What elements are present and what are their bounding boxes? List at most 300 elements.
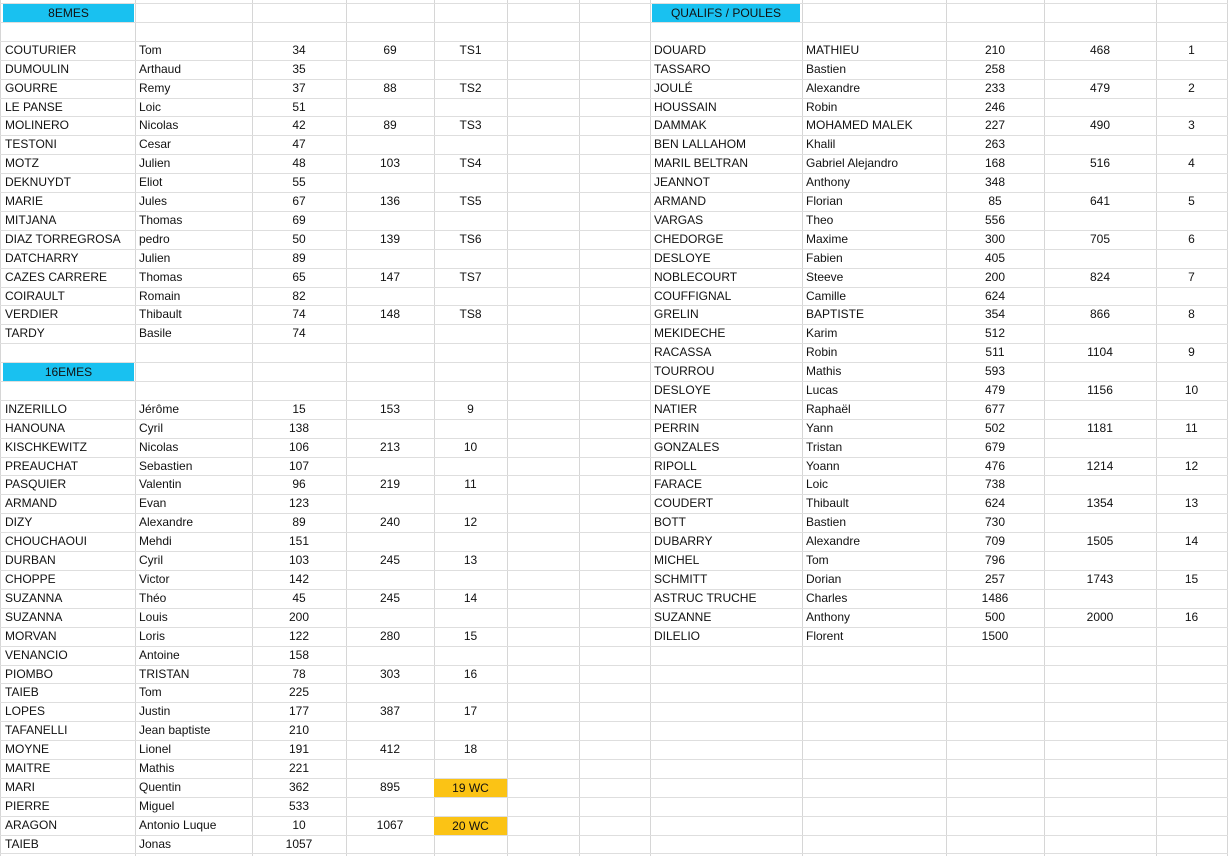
ranking-cell[interactable]: 45 xyxy=(292,591,306,605)
seed-cell[interactable] xyxy=(434,135,507,154)
seed-sum-cell[interactable]: 2000 xyxy=(1086,610,1114,624)
seed-sum-cell[interactable] xyxy=(1044,438,1156,457)
seed-cell[interactable]: 6 xyxy=(1188,232,1195,246)
last-name-cell[interactable]: TESTONI xyxy=(5,137,57,151)
last-name-cell[interactable]: COIRAULT xyxy=(5,289,65,303)
seed-sum-cell[interactable] xyxy=(346,287,434,306)
ranking-cell[interactable]: 96 xyxy=(292,477,306,491)
last-name-cell[interactable]: DAMMAK xyxy=(654,118,707,132)
seed-sum-cell[interactable]: 148 xyxy=(379,307,401,321)
ranking-cell[interactable]: 225 xyxy=(288,685,310,699)
ranking-cell[interactable]: 138 xyxy=(288,421,310,435)
last-name-cell[interactable]: VERDIER xyxy=(5,307,59,321)
first-name-cell[interactable]: Basile xyxy=(139,326,172,340)
seed-sum-cell[interactable] xyxy=(1044,249,1156,268)
first-name-cell[interactable]: Tom xyxy=(806,553,829,567)
seed-cell[interactable]: 14 xyxy=(463,591,478,605)
ranking-cell[interactable]: 624 xyxy=(984,289,1006,303)
first-name-cell[interactable]: Lionel xyxy=(139,742,172,756)
seed-cell[interactable] xyxy=(434,721,507,740)
seed-sum-cell[interactable] xyxy=(346,608,434,627)
last-name-cell[interactable]: MOTZ xyxy=(5,156,39,170)
seed-sum-cell[interactable] xyxy=(1044,589,1156,608)
last-name-cell[interactable]: SUZANNA xyxy=(5,610,63,624)
ranking-cell[interactable]: 48 xyxy=(292,156,306,170)
last-name-cell[interactable]: DILELIO xyxy=(654,629,701,643)
ranking-cell[interactable]: 593 xyxy=(984,364,1006,378)
first-name-cell[interactable]: Karim xyxy=(806,326,838,340)
last-name-cell[interactable]: RACASSA xyxy=(654,345,712,359)
first-name-cell[interactable]: Mathis xyxy=(806,364,842,378)
first-name-cell[interactable]: Camille xyxy=(806,289,847,303)
first-name-cell[interactable]: Jules xyxy=(139,194,168,208)
last-name-cell[interactable]: VARGAS xyxy=(654,213,704,227)
seed-cell[interactable]: 18 xyxy=(463,742,478,756)
ranking-cell[interactable]: 122 xyxy=(288,629,310,643)
section-header[interactable]: 8EMES xyxy=(3,4,134,22)
seed-sum-cell[interactable] xyxy=(1044,287,1156,306)
first-name-cell[interactable]: Alexandre xyxy=(806,81,861,95)
seed-cell[interactable] xyxy=(434,835,507,854)
first-name-cell[interactable]: Tom xyxy=(139,685,162,699)
last-name-cell[interactable]: MEKIDECHE xyxy=(654,326,726,340)
ranking-cell[interactable]: 107 xyxy=(288,459,310,473)
last-name-cell[interactable]: HOUSSAIN xyxy=(654,100,717,114)
seed-cell[interactable]: 13 xyxy=(1184,496,1199,510)
ranking-cell[interactable]: 730 xyxy=(984,515,1006,529)
seed-sum-cell[interactable]: 240 xyxy=(379,515,401,529)
last-name-cell[interactable]: BEN LALLAHOM xyxy=(654,137,747,151)
first-name-cell[interactable]: MATHIEU xyxy=(806,43,860,57)
seed-sum-cell[interactable]: 1743 xyxy=(1086,572,1114,586)
wildcard-seed-cell[interactable]: 19 WC xyxy=(434,779,507,797)
seed-cell[interactable]: TS1 xyxy=(459,43,482,57)
seed-cell[interactable] xyxy=(1156,438,1227,457)
first-name-cell[interactable]: Eliot xyxy=(139,175,163,189)
seed-cell[interactable] xyxy=(434,457,507,476)
first-name-cell[interactable]: Theo xyxy=(806,213,834,227)
seed-cell[interactable]: 9 xyxy=(1188,345,1195,359)
first-name-cell[interactable]: Anthony xyxy=(806,175,851,189)
first-name-cell[interactable]: Lucas xyxy=(806,383,839,397)
seed-sum-cell[interactable]: 1067 xyxy=(376,818,404,832)
ranking-cell[interactable]: 78 xyxy=(292,667,306,681)
ranking-cell[interactable]: 1500 xyxy=(981,629,1009,643)
last-name-cell[interactable]: MORVAN xyxy=(5,629,57,643)
seed-sum-cell[interactable]: 213 xyxy=(379,440,401,454)
seed-cell[interactable] xyxy=(434,324,507,343)
seed-cell[interactable] xyxy=(434,759,507,778)
last-name-cell[interactable]: TARDY xyxy=(5,326,45,340)
ranking-cell[interactable]: 300 xyxy=(984,232,1006,246)
seed-cell[interactable] xyxy=(1156,589,1227,608)
ranking-cell[interactable]: 142 xyxy=(288,572,310,586)
ranking-cell[interactable]: 123 xyxy=(288,496,310,510)
seed-sum-cell[interactable] xyxy=(346,797,434,816)
seed-sum-cell[interactable] xyxy=(346,60,434,79)
seed-sum-cell[interactable] xyxy=(1044,173,1156,192)
seed-cell[interactable]: 1 xyxy=(1188,43,1195,57)
last-name-cell[interactable]: PREAUCHAT xyxy=(5,459,79,473)
seed-sum-cell[interactable]: 516 xyxy=(1089,156,1111,170)
seed-cell[interactable] xyxy=(1156,475,1227,494)
seed-sum-cell[interactable] xyxy=(1044,513,1156,532)
ranking-cell[interactable]: 200 xyxy=(288,610,310,624)
last-name-cell[interactable]: SCHMITT xyxy=(654,572,708,586)
seed-sum-cell[interactable]: 88 xyxy=(383,81,397,95)
seed-cell[interactable]: TS2 xyxy=(459,81,482,95)
first-name-cell[interactable]: Valentin xyxy=(139,477,182,491)
ranking-cell[interactable]: 51 xyxy=(292,100,306,114)
ranking-cell[interactable]: 50 xyxy=(292,232,306,246)
last-name-cell[interactable]: TAIEB xyxy=(5,837,39,851)
seed-sum-cell[interactable]: 303 xyxy=(379,667,401,681)
first-name-cell[interactable]: Robin xyxy=(806,345,838,359)
first-name-cell[interactable]: Thomas xyxy=(139,213,183,227)
last-name-cell[interactable]: VENANCIO xyxy=(5,648,68,662)
first-name-cell[interactable]: Loic xyxy=(806,477,829,491)
seed-cell[interactable] xyxy=(1156,135,1227,154)
last-name-cell[interactable]: GOURRE xyxy=(5,81,58,95)
last-name-cell[interactable]: DUMOULIN xyxy=(5,62,70,76)
first-name-cell[interactable]: Charles xyxy=(806,591,848,605)
seed-cell[interactable]: 2 xyxy=(1188,81,1195,95)
ranking-cell[interactable]: 67 xyxy=(292,194,306,208)
ranking-cell[interactable]: 55 xyxy=(292,175,306,189)
last-name-cell[interactable]: ASTRUC TRUCHE xyxy=(654,591,757,605)
last-name-cell[interactable]: TASSARO xyxy=(654,62,711,76)
first-name-cell[interactable]: TRISTAN xyxy=(139,667,190,681)
last-name-cell[interactable]: PIERRE xyxy=(5,799,50,813)
seed-sum-cell[interactable] xyxy=(1044,627,1156,646)
seed-cell[interactable]: 4 xyxy=(1188,156,1195,170)
seed-cell[interactable] xyxy=(1156,211,1227,230)
seed-sum-cell[interactable] xyxy=(346,532,434,551)
seed-sum-cell[interactable]: 1156 xyxy=(1087,383,1113,397)
first-name-cell[interactable]: Loic xyxy=(139,100,162,114)
last-name-cell[interactable]: MOLINERO xyxy=(5,118,70,132)
ranking-cell[interactable]: 405 xyxy=(984,251,1006,265)
seed-sum-cell[interactable] xyxy=(346,457,434,476)
seed-cell[interactable] xyxy=(1156,173,1227,192)
last-name-cell[interactable]: DIZY xyxy=(5,515,33,529)
last-name-cell[interactable]: CAZES CARRERE xyxy=(5,270,108,284)
first-name-cell[interactable]: Anthony xyxy=(806,610,851,624)
seed-cell[interactable]: 17 xyxy=(463,704,478,718)
ranking-cell[interactable]: 10 xyxy=(292,818,306,832)
last-name-cell[interactable]: TOURROU xyxy=(654,364,715,378)
first-name-cell[interactable]: Evan xyxy=(139,496,167,510)
first-name-cell[interactable]: Raphaël xyxy=(806,402,851,416)
ranking-cell[interactable]: 257 xyxy=(984,572,1006,586)
seed-sum-cell[interactable] xyxy=(346,646,434,665)
ranking-cell[interactable]: 1057 xyxy=(285,837,313,851)
last-name-cell[interactable]: DATCHARRY xyxy=(5,251,79,265)
seed-cell[interactable] xyxy=(434,646,507,665)
last-name-cell[interactable]: DIAZ TORREGROSA xyxy=(5,232,121,246)
last-name-cell[interactable]: NATIER xyxy=(654,402,698,416)
ranking-cell[interactable]: 354 xyxy=(984,307,1006,321)
seed-sum-cell[interactable]: 1354 xyxy=(1086,496,1114,510)
seed-cell[interactable]: 7 xyxy=(1188,270,1195,284)
first-name-cell[interactable]: Cyril xyxy=(139,421,163,435)
ranking-cell[interactable]: 191 xyxy=(288,742,310,756)
seed-cell[interactable]: 3 xyxy=(1188,118,1195,132)
first-name-cell[interactable]: Maxime xyxy=(806,232,849,246)
first-name-cell[interactable]: Nicolas xyxy=(139,118,179,132)
seed-sum-cell[interactable]: 705 xyxy=(1089,232,1111,246)
seed-sum-cell[interactable] xyxy=(346,494,434,513)
last-name-cell[interactable]: INZERILLO xyxy=(5,402,68,416)
seed-cell[interactable] xyxy=(1156,98,1227,117)
last-name-cell[interactable]: PASQUIER xyxy=(5,477,67,491)
seed-cell[interactable] xyxy=(434,287,507,306)
last-name-cell[interactable]: GONZALES xyxy=(654,440,720,454)
last-name-cell[interactable]: MAITRE xyxy=(5,761,51,775)
seed-cell[interactable]: 16 xyxy=(463,667,478,681)
last-name-cell[interactable]: SUZANNE xyxy=(654,610,712,624)
last-name-cell[interactable]: HANOUNA xyxy=(5,421,66,435)
ranking-cell[interactable]: 74 xyxy=(292,307,306,321)
last-name-cell[interactable]: ARMAND xyxy=(654,194,707,208)
ranking-cell[interactable]: 210 xyxy=(288,723,310,737)
first-name-cell[interactable]: Mehdi xyxy=(139,534,172,548)
first-name-cell[interactable]: Romain xyxy=(139,289,181,303)
seed-sum-cell[interactable]: 153 xyxy=(379,402,401,416)
last-name-cell[interactable]: LE PANSE xyxy=(5,100,63,114)
seed-cell[interactable]: TS8 xyxy=(459,307,482,321)
seed-cell[interactable] xyxy=(434,249,507,268)
first-name-cell[interactable]: Khalil xyxy=(806,137,836,151)
seed-sum-cell[interactable] xyxy=(346,211,434,230)
last-name-cell[interactable]: MARI xyxy=(5,780,35,794)
seed-sum-cell[interactable] xyxy=(346,570,434,589)
seed-cell[interactable]: 13 xyxy=(463,553,478,567)
ranking-cell[interactable]: 37 xyxy=(292,81,306,95)
seed-cell[interactable] xyxy=(1156,627,1227,646)
last-name-cell[interactable]: COUDERT xyxy=(654,496,714,510)
first-name-cell[interactable]: Victor xyxy=(139,572,170,586)
first-name-cell[interactable]: Florian xyxy=(806,194,843,208)
last-name-cell[interactable]: PIOMBO xyxy=(5,667,54,681)
ranking-cell[interactable]: 479 xyxy=(984,383,1006,397)
first-name-cell[interactable]: Thomas xyxy=(139,270,183,284)
first-name-cell[interactable]: Antonio Luque xyxy=(139,818,217,832)
seed-sum-cell[interactable]: 641 xyxy=(1089,194,1111,208)
seed-cell[interactable]: 10 xyxy=(463,440,478,454)
ranking-cell[interactable]: 512 xyxy=(984,326,1006,340)
last-name-cell[interactable]: LOPES xyxy=(5,704,46,718)
last-name-cell[interactable]: DESLOYE xyxy=(654,383,711,397)
seed-cell[interactable]: TS7 xyxy=(459,270,482,284)
ranking-cell[interactable]: 709 xyxy=(984,534,1006,548)
section-header[interactable]: QUALIFS / POULES xyxy=(652,4,800,22)
seed-cell[interactable]: 5 xyxy=(1188,194,1195,208)
ranking-cell[interactable]: 263 xyxy=(984,137,1006,151)
ranking-cell[interactable]: 82 xyxy=(292,289,306,303)
ranking-cell[interactable]: 227 xyxy=(984,118,1006,132)
seed-sum-cell[interactable] xyxy=(346,173,434,192)
seed-cell[interactable]: 11 xyxy=(1185,421,1198,435)
first-name-cell[interactable]: Alexandre xyxy=(139,515,194,529)
ranking-cell[interactable]: 556 xyxy=(984,213,1006,227)
last-name-cell[interactable]: MICHEL xyxy=(654,553,700,567)
seed-sum-cell[interactable]: 387 xyxy=(379,704,401,718)
first-name-cell[interactable]: Antoine xyxy=(139,648,180,662)
seed-cell[interactable] xyxy=(434,797,507,816)
first-name-cell[interactable]: Louis xyxy=(139,610,168,624)
first-name-cell[interactable]: Arthaud xyxy=(139,62,182,76)
seed-cell[interactable] xyxy=(1156,551,1227,570)
ranking-cell[interactable]: 210 xyxy=(984,43,1006,57)
first-name-cell[interactable]: Sebastien xyxy=(139,459,193,473)
ranking-cell[interactable]: 511 xyxy=(985,345,1005,359)
first-name-cell[interactable]: Jonas xyxy=(139,837,172,851)
last-name-cell[interactable]: DUBARRY xyxy=(654,534,713,548)
last-name-cell[interactable]: MARIE xyxy=(5,194,44,208)
seed-sum-cell[interactable]: 103 xyxy=(379,156,401,170)
seed-cell[interactable]: TS3 xyxy=(459,118,482,132)
seed-sum-cell[interactable] xyxy=(346,419,434,438)
last-name-cell[interactable]: CHOUCHAOUI xyxy=(5,534,88,548)
last-name-cell[interactable]: CHOPPE xyxy=(5,572,56,586)
ranking-cell[interactable]: 246 xyxy=(984,100,1006,114)
ranking-cell[interactable]: 348 xyxy=(984,175,1006,189)
seed-sum-cell[interactable]: 89 xyxy=(383,118,397,132)
seed-sum-cell[interactable] xyxy=(1044,60,1156,79)
first-name-cell[interactable]: BAPTISTE xyxy=(806,307,865,321)
first-name-cell[interactable]: Bastien xyxy=(806,515,847,529)
ranking-cell[interactable]: 151 xyxy=(288,534,310,548)
seed-cell[interactable] xyxy=(1156,324,1227,343)
seed-cell[interactable] xyxy=(1156,287,1227,306)
first-name-cell[interactable]: Remy xyxy=(139,81,171,95)
last-name-cell[interactable]: TAFANELLI xyxy=(5,723,68,737)
first-name-cell[interactable]: pedro xyxy=(139,232,170,246)
ranking-cell[interactable]: 106 xyxy=(288,440,310,454)
seed-sum-cell[interactable] xyxy=(346,324,434,343)
seed-cell[interactable] xyxy=(434,570,507,589)
ranking-cell[interactable]: 679 xyxy=(984,440,1006,454)
last-name-cell[interactable]: ARMAND xyxy=(5,496,58,510)
first-name-cell[interactable]: Thibault xyxy=(139,307,182,321)
ranking-cell[interactable]: 158 xyxy=(288,648,310,662)
seed-cell[interactable]: 8 xyxy=(1188,307,1195,321)
seed-sum-cell[interactable]: 219 xyxy=(379,477,401,491)
seed-cell[interactable] xyxy=(434,173,507,192)
ranking-cell[interactable]: 34 xyxy=(292,43,306,57)
seed-sum-cell[interactable]: 1214 xyxy=(1086,459,1114,473)
seed-cell[interactable]: 16 xyxy=(1184,610,1199,624)
seed-sum-cell[interactable]: 1104 xyxy=(1087,345,1113,359)
last-name-cell[interactable]: ARAGON xyxy=(5,818,58,832)
first-name-cell[interactable]: Robin xyxy=(806,100,838,114)
seed-cell[interactable]: 12 xyxy=(1184,459,1199,473)
seed-cell[interactable]: TS6 xyxy=(459,232,482,246)
ranking-cell[interactable]: 738 xyxy=(984,477,1006,491)
seed-sum-cell[interactable] xyxy=(1044,475,1156,494)
first-name-cell[interactable]: Jérôme xyxy=(139,402,180,416)
last-name-cell[interactable]: MARIL BELTRAN xyxy=(654,156,749,170)
last-name-cell[interactable]: BOTT xyxy=(654,515,686,529)
last-name-cell[interactable]: PERRIN xyxy=(654,421,700,435)
seed-sum-cell[interactable] xyxy=(1044,98,1156,117)
first-name-cell[interactable]: MOHAMED MALEK xyxy=(806,118,913,132)
ranking-cell[interactable]: 15 xyxy=(292,402,306,416)
ranking-cell[interactable]: 476 xyxy=(984,459,1006,473)
seed-cell[interactable] xyxy=(434,419,507,438)
ranking-cell[interactable]: 677 xyxy=(984,402,1006,416)
first-name-cell[interactable]: Alexandre xyxy=(806,534,861,548)
seed-sum-cell[interactable] xyxy=(1044,400,1156,419)
ranking-cell[interactable]: 200 xyxy=(984,270,1006,284)
first-name-cell[interactable]: Julien xyxy=(139,156,171,170)
seed-sum-cell[interactable]: 866 xyxy=(1089,307,1111,321)
last-name-cell[interactable]: DOUARD xyxy=(654,43,707,57)
first-name-cell[interactable]: Tom xyxy=(139,43,162,57)
first-name-cell[interactable]: Julien xyxy=(139,251,171,265)
seed-cell[interactable] xyxy=(434,98,507,117)
seed-sum-cell[interactable]: 69 xyxy=(383,43,397,57)
seed-sum-cell[interactable]: 895 xyxy=(379,780,401,794)
first-name-cell[interactable]: Loris xyxy=(139,629,166,643)
ranking-cell[interactable]: 47 xyxy=(292,137,306,151)
first-name-cell[interactable]: Bastien xyxy=(806,62,847,76)
seed-sum-cell[interactable] xyxy=(1044,211,1156,230)
seed-cell[interactable] xyxy=(434,494,507,513)
seed-sum-cell[interactable]: 245 xyxy=(379,591,401,605)
seed-cell[interactable] xyxy=(434,532,507,551)
ranking-cell[interactable]: 42 xyxy=(292,118,306,132)
ranking-cell[interactable]: 89 xyxy=(292,251,306,265)
seed-sum-cell[interactable]: 479 xyxy=(1089,81,1111,95)
ranking-cell[interactable]: 221 xyxy=(288,761,310,775)
seed-sum-cell[interactable] xyxy=(346,759,434,778)
first-name-cell[interactable]: Nicolas xyxy=(139,440,179,454)
ranking-cell[interactable]: 233 xyxy=(984,81,1006,95)
last-name-cell[interactable]: JOULÉ xyxy=(654,81,693,95)
ranking-cell[interactable]: 85 xyxy=(988,194,1002,208)
first-name-cell[interactable]: Fabien xyxy=(806,251,843,265)
ranking-cell[interactable]: 35 xyxy=(292,62,306,76)
seed-sum-cell[interactable] xyxy=(1044,324,1156,343)
seed-sum-cell[interactable] xyxy=(1044,135,1156,154)
first-name-cell[interactable]: Théo xyxy=(139,591,167,605)
seed-sum-cell[interactable] xyxy=(346,98,434,117)
seed-cell[interactable]: 15 xyxy=(1184,572,1199,586)
last-name-cell[interactable]: DESLOYE xyxy=(654,251,711,265)
last-name-cell[interactable]: FARACE xyxy=(654,477,703,491)
first-name-cell[interactable]: Steeve xyxy=(806,270,844,284)
seed-cell[interactable] xyxy=(1156,60,1227,79)
last-name-cell[interactable]: KISCHKEWITZ xyxy=(5,440,88,454)
ranking-cell[interactable]: 624 xyxy=(984,496,1006,510)
seed-cell[interactable]: TS5 xyxy=(459,194,482,208)
first-name-cell[interactable]: Tristan xyxy=(806,440,843,454)
section-header[interactable]: 16EMES xyxy=(3,363,134,381)
seed-cell[interactable] xyxy=(1156,400,1227,419)
last-name-cell[interactable]: DURBAN xyxy=(5,553,56,567)
ranking-cell[interactable]: 533 xyxy=(288,799,310,813)
ranking-cell[interactable]: 500 xyxy=(984,610,1006,624)
seed-cell[interactable]: 14 xyxy=(1184,534,1199,548)
first-name-cell[interactable]: Miguel xyxy=(139,799,175,813)
ranking-cell[interactable]: 168 xyxy=(984,156,1006,170)
ranking-cell[interactable]: 103 xyxy=(288,553,310,567)
seed-cell[interactable]: 10 xyxy=(1184,383,1199,397)
last-name-cell[interactable]: DEKNUYDT xyxy=(5,175,72,189)
first-name-cell[interactable]: Mathis xyxy=(139,761,175,775)
